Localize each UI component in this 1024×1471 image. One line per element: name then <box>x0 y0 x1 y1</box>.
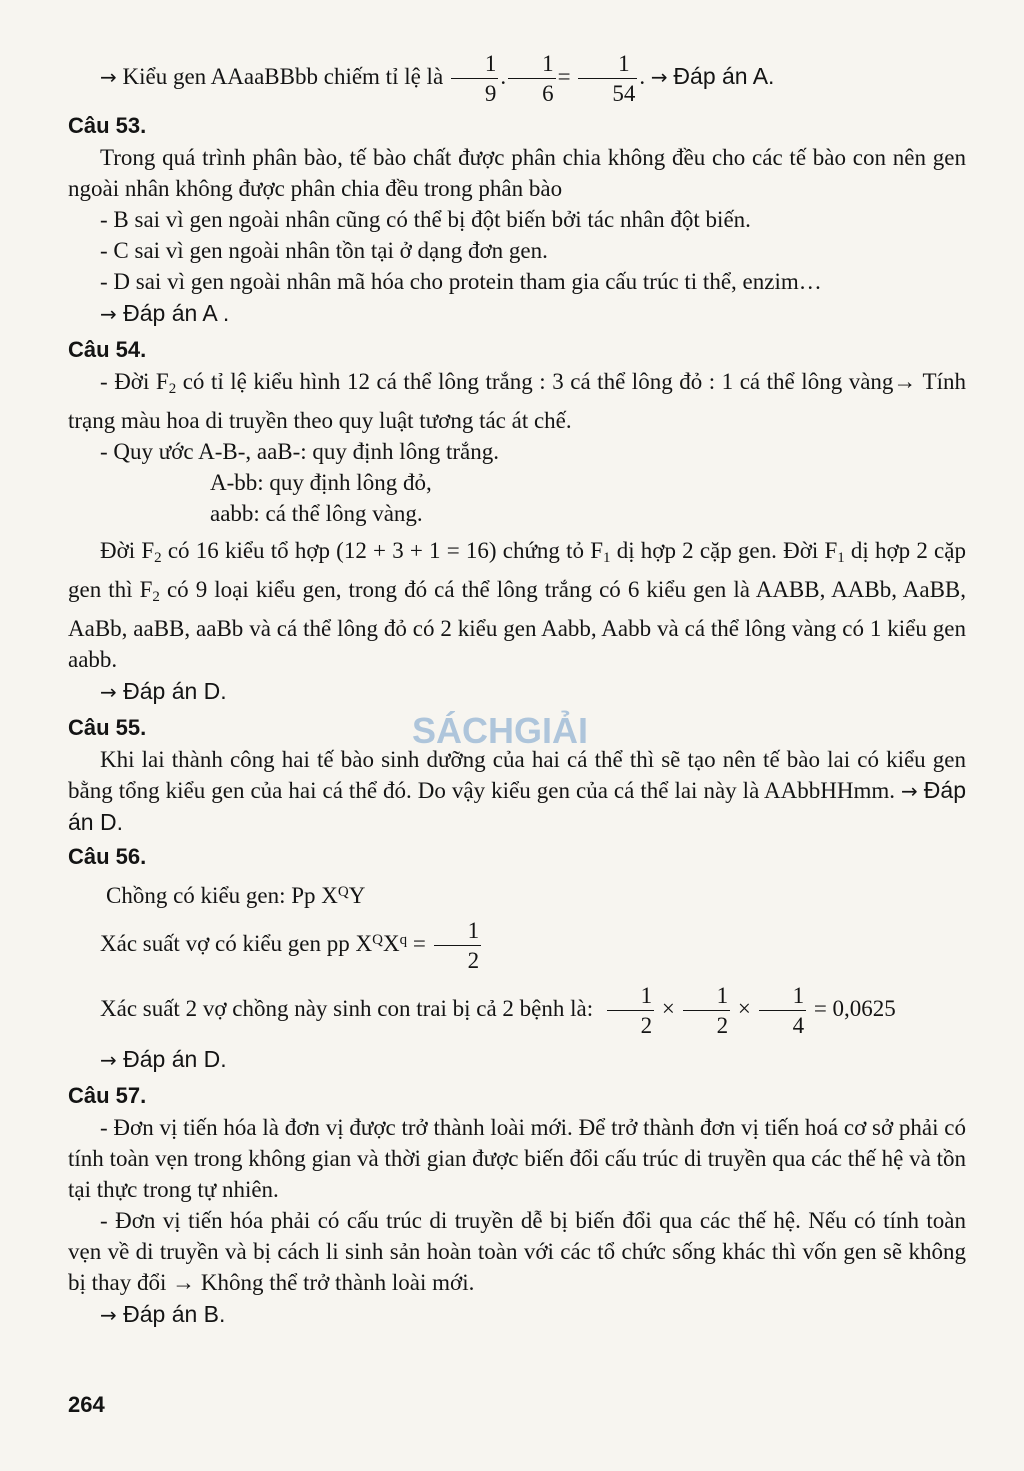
arrow-icon: → <box>100 302 124 326</box>
question-54-answer: → Đáp án D. <box>100 678 227 704</box>
question-54-title: Câu 54. <box>68 337 147 362</box>
question-55-title: Câu 55. <box>68 715 147 740</box>
page-number: 264 <box>68 1392 105 1417</box>
question-57-answer: → Đáp án B. <box>100 1301 226 1327</box>
fraction-b: $\frac{1}{2}$ <box>683 984 731 1037</box>
question-53-title: Câu 53. <box>68 113 147 138</box>
answer-text: Đáp án A. <box>673 62 775 89</box>
question-53-option-d: - D sai vì gen ngoài nhân mã hóa cho protein tham gia cấu trúc ti thể, enzim… <box>100 269 822 294</box>
question-53-option-b: - B sai vì gen ngoài nhân cũng có thể bị đột biến bởi tác nhân đột biến. <box>100 207 751 232</box>
top-answer-line: → Kiểu gen AAaaBBbb chiếm tỉ lệ là $\frac{1}{9}$ . $\frac{1}{6}$ = $\frac{1}{54}$ . → Đáp án A. <box>100 51 775 106</box>
question-57-paragraph-2: - Đơn vị tiến hóa phải có cấu trúc di truyền dễ bị biến đổi qua các thế hệ. Nếu có tính toàn vẹn về di truyền và bị cách li sinh sản hoàn toàn với các tổ chức sống khác thì vốn gen sẽ không bị thay đổi → Không thể trở thành loài mới. <box>68 1208 966 1295</box>
arrow-icon: → <box>901 779 918 803</box>
arrow-icon: → <box>100 64 117 89</box>
arrow-icon: → <box>100 1303 124 1327</box>
question-54-explanation: Đời $F_2$ có 16 kiểu tổ hợp (12 + 3 + 1 = 16) chứng tỏ $F_1$ dị hợp 2 cặp gen. Đời $F_1$ dị hợp 2 cặp gen thì $F_2$ có 9 loại kiểu gen, trong đó cá thể lông trắng có 6 kiểu gen là AABB, AABb, AaBB, AaBb, aaBB, aaBb và cá thể lông đỏ có 2 kiểu gen Aabb, Aabb và cá thể lông vàng có 1 kiểu gen aabb. <box>68 538 966 672</box>
arrow-icon: → <box>650 64 668 89</box>
arrow-icon: → <box>100 1048 124 1072</box>
question-54-phenotype-ratio: - Đời $F_2$ có tỉ lệ kiểu hình 12 cá thể lông trắng : 3 cá thể lông đỏ : 1 cá thể lông vàng→ Tính trạng màu hoa di truyền theo quy luật tương tác át chế. <box>68 369 966 433</box>
fraction-1-2: $\frac{1}{2}$ <box>434 919 482 972</box>
question-57-title: Câu 57. <box>68 1083 147 1108</box>
page-content <box>68 52 966 1332</box>
question-54-rule-3: aabb: cá thể lông vàng. <box>210 501 423 526</box>
question-56-child-probability: Xác suất 2 vợ chồng này sinh con trai bị cả 2 bệnh là: $\frac{1}{2}$ × $\frac{1}{2}$ × $\frac{1}{4}$ = 0,0625 <box>100 983 896 1038</box>
question-56-wife-probability: Xác suất vợ có kiểu gen pp $X^QX^q$ = $\frac{1}{2}$ <box>100 918 480 973</box>
watermark-text: SÁCHGIẢI <box>412 710 589 751</box>
arrow-icon: → <box>100 680 124 704</box>
question-53-answer: → Đáp án A . <box>100 300 230 326</box>
fraction-1-9: $\frac{1}{9}$ <box>451 52 499 105</box>
question-56-answer: → Đáp án D. <box>100 1046 227 1072</box>
genotype-ratio-text: Kiểu gen AAaaBBbb chiếm tỉ lệ là <box>122 63 444 89</box>
question-56-title: Câu 56. <box>68 844 147 869</box>
question-53-option-c: - C sai vì gen ngoài nhân tồn tại ở dạng đơn gen. <box>100 238 548 263</box>
question-56-husband-genotype: Chồng có kiểu gen: Pp $X^QY$ <box>106 883 366 908</box>
question-53-paragraph: Trong quá trình phân bào, tế bào chất được phân chia không đều cho các tế bào con nên gen ngoài nhân không được phân chia đều trong phân bào <box>68 145 966 201</box>
question-55-paragraph: Khi lai thành công hai tế bào sinh dưỡng của hai cá thể thì sẽ tạo nên tế bào lai có kiểu gen bằng tổng kiểu gen của hai cá thể đó. Do vậy kiểu gen của cá thể lai này là AAbbHHmm. → Đáp án D. <box>68 747 966 835</box>
fraction-1-6: $\frac{1}{6}$ <box>508 52 556 105</box>
question-54-rule-1: - Quy ước A-B-, aaB-: quy định lông trắng. <box>100 439 499 464</box>
fraction-1-54: $\frac{1}{54}$ <box>578 52 637 105</box>
fraction-c: $\frac{1}{4}$ <box>759 984 807 1037</box>
question-57-paragraph-1: - Đơn vị tiến hóa là đơn vị được trở thành loài mới. Để trở thành đơn vị tiến hoá cơ sở phải có tính toàn vẹn trong không gian và thời gian được biến đổi cấu trúc di truyền qua các thế hệ và tồn tại thực trong tự nhiên. <box>68 1115 966 1202</box>
fraction-a: $\frac{1}{2}$ <box>607 984 655 1037</box>
question-54-rule-2: A-bb: quy định lông đỏ, <box>210 470 432 495</box>
